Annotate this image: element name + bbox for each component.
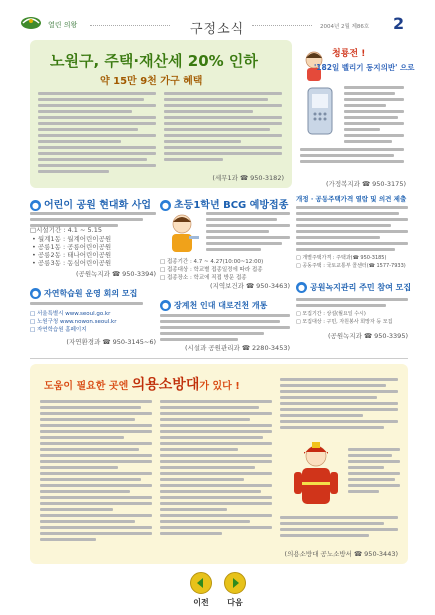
tax-body-right <box>164 92 282 164</box>
nature-article <box>30 288 156 350</box>
park-title <box>30 196 151 211</box>
page-header <box>0 0 435 38</box>
feature-body-left <box>40 400 152 544</box>
bcg-article <box>160 196 290 288</box>
nature-link-3[interactable]: □ 자연학습원 홈페이지 <box>30 327 87 333</box>
memorial-bullet-icon: ● <box>160 300 171 311</box>
tax-body-left <box>38 92 156 176</box>
law-item-1: □ 개별주택가격 : 주택과(☎ 950-3185) <box>296 255 387 261</box>
feature-title-highlight: 의용소방대 <box>131 377 200 393</box>
park-contact: (공원녹지과 ☎ 950-3394) <box>76 270 156 278</box>
law-article <box>296 194 408 274</box>
bcg-title <box>160 196 288 211</box>
notice-item-1: □ 모집기간 : 상설(월요일 수시) <box>296 311 366 317</box>
feature-caption: (의용소방대 공노소방서 ☎ 950-3443) <box>284 550 398 558</box>
page-number: 2 <box>393 14 405 33</box>
notice-title <box>296 282 411 293</box>
bcg-body <box>206 212 290 254</box>
feature-body-right-lower <box>348 448 400 496</box>
feature-body-middle <box>160 400 272 538</box>
feature-body-right <box>280 378 398 432</box>
org-name: 열린 의왕 <box>48 21 78 29</box>
park-item-2: • 공릉1동 : 공릉어린이공원 <box>32 243 112 251</box>
notice-title-text: 공원녹지관리 주민 참여 모집 <box>310 283 412 292</box>
bcg-title-text: 초등1학년 BCG 예방접종 <box>174 200 289 211</box>
bcg-item-1: □ 접종기간 : 4.7 ~ 4.27(10:00~12:00) <box>160 259 264 265</box>
prev-label[interactable]: 이전 <box>193 598 209 607</box>
bcg-illustration <box>162 212 202 256</box>
nature-body <box>30 302 156 308</box>
nature-title <box>30 288 137 299</box>
next-arrow-icon[interactable] <box>224 572 246 594</box>
feature-title-suffix: 가 있다 ! <box>199 381 240 392</box>
park-item-4: • 공릉3동 : 동심어린이공원 <box>32 259 112 267</box>
phone-body <box>344 86 404 146</box>
next-label[interactable]: 다음 <box>227 598 243 607</box>
nature-title-text: 자연학습원 운영 회의 모집 <box>44 289 138 298</box>
phone-body-lower <box>300 148 404 166</box>
memorial-contact: (시설과 공원관리과 ☎ 2280-3453) <box>184 344 290 352</box>
bcg-item-2: □ 접종대상 : 학교별 접종일정에 따라 접종 <box>160 267 263 273</box>
nature-link-2[interactable]: □ 노원구청 www.nowon.seoul.kr <box>30 319 117 325</box>
header-dots <box>90 25 170 26</box>
notice-contact: (공원녹지과 ☎ 950-3395) <box>328 332 408 340</box>
feature-article <box>30 364 408 564</box>
phone-image <box>300 84 340 142</box>
section-title: 구정소식 <box>190 22 245 37</box>
park-article <box>30 196 156 280</box>
bcg-bullet-icon: ● <box>160 200 171 211</box>
notice-body <box>296 298 408 310</box>
phone-article <box>296 40 415 190</box>
nav-bar <box>0 572 435 612</box>
feature-title <box>44 374 240 394</box>
park-bullet-icon: ● <box>30 200 41 211</box>
feature-title-prefix: 도움이 필요한 곳엔 <box>44 381 132 392</box>
feature-body-bottom <box>280 516 398 540</box>
header-logo <box>20 14 42 30</box>
park-item-1: • 월계1동 : 월계어린이공원 <box>32 235 112 243</box>
memorial-article <box>160 300 290 356</box>
bcg-contact: (지역보건과 ☎ 950-3463) <box>210 282 290 290</box>
tax-subheadline: 약 15만 9천 가구 혜택 <box>100 76 203 87</box>
notice-bullet-icon: ● <box>296 282 307 293</box>
nature-contact: (자연환경과 ☎ 950-3145~6) <box>66 338 156 346</box>
bcg-item-3: □ 접종장소 : 학교에 직접 방문 접종 <box>160 275 247 281</box>
phone-contact: (가정복지과 ☎ 950-3175) <box>326 180 406 188</box>
phone-title: 청룡전 ! <box>332 49 366 59</box>
issue-info: 2004년 2월 제86호 <box>320 24 370 30</box>
notice-item-2: □ 모집대상 : 구민, 자원봉사 희망자 등 모집 <box>296 319 393 325</box>
header-dots-right <box>252 25 312 26</box>
law-item-2: □ 공동주택 : 국토교통부 콜센터(☎ 1577-7933) <box>296 263 406 269</box>
memorial-title-text: 장계천 인대 대로건천 개통 <box>174 301 268 310</box>
section-divider <box>30 358 408 359</box>
law-body <box>296 206 408 254</box>
park-title-text: 어린이 공원 현대화 사업 <box>44 200 152 211</box>
phone-subtitle: '182일 벨리기 동지의반' 으로 <box>314 63 415 72</box>
prev-arrow-icon[interactable] <box>190 572 212 594</box>
tax-contact: (세무1과 ☎ 950-3182) <box>212 174 284 182</box>
law-title: 개정 · 공동주택가격 열람 및 의견 제출 <box>296 195 407 203</box>
park-item-3: • 공릉2동 : 태나어린이공원 <box>32 251 112 259</box>
tax-article <box>30 40 292 188</box>
nature-bullet-icon: ● <box>30 288 41 299</box>
notice-article <box>296 282 412 344</box>
feature-firefighter-image <box>288 440 344 510</box>
memorial-title <box>160 300 267 311</box>
next-button[interactable] <box>220 572 250 608</box>
nature-link-1[interactable]: □ 서울특별시 www.seoul.go.kr <box>30 311 111 317</box>
prev-button[interactable] <box>186 572 216 608</box>
memorial-body <box>160 314 290 344</box>
tax-headline: 노원구, 주택·재산세 20% 인하 <box>50 52 258 70</box>
park-period: □시설기간 : 4.1 ~ 5.15 <box>30 226 102 234</box>
